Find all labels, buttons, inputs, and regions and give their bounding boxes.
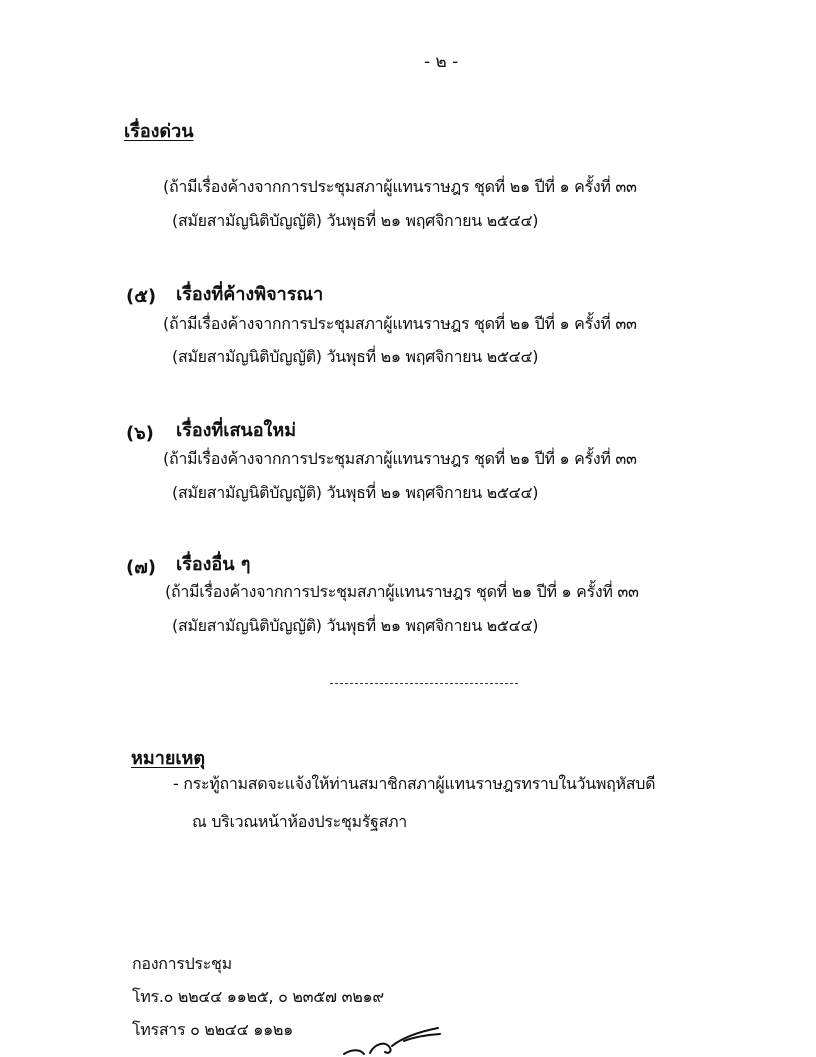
section-6-number: (๖)	[126, 423, 154, 444]
note-line-2: ณ บริเวณหน้าห้องประชุมรัฐสภา	[192, 812, 407, 831]
footer-fax: โทรสาร ๐ ๒๒๔๔ ๑๑๒๑	[132, 1020, 294, 1039]
section-5-heading: เรื่องที่ค้างพิจารณา	[176, 284, 324, 305]
section-5-line-1: (ถ้ามีเรื่องค้างจากการประชุมสภาผู้แทนราษฎร ชุดที่ ๒๑ ปีที่ ๑ ครั้งที่ ๓๓	[163, 314, 637, 333]
section-6-heading: เรื่องที่เสนอใหม่	[176, 420, 297, 441]
signature-mark	[330, 1018, 445, 1057]
section-6-line-1: (ถ้ามีเรื่องค้างจากการประชุมสภาผู้แทนราษฎร ชุดที่ ๒๑ ปีที่ ๑ ครั้งที่ ๓๓	[163, 449, 637, 468]
section-7-number: (๗)	[126, 557, 156, 578]
note-heading: หมายเหตุ	[131, 748, 206, 769]
urgent-line-1: (ถ้ามีเรื่องค้างจากการประชุมสภาผู้แทนราษฎร ชุดที่ ๒๑ ปีที่ ๑ ครั้งที่ ๓๓	[163, 177, 637, 196]
section-7-line-2: (สมัยสามัญนิติบัญญัติ) วันพุธที่ ๒๑ พฤศจิกายน ๒๕๔๔)	[172, 616, 539, 635]
urgent-line-2: (สมัยสามัญนิติบัญญัติ) วันพุธที่ ๒๑ พฤศจิกายน ๒๕๔๔)	[172, 211, 539, 230]
footer-phone: โทร.๐ ๒๒๔๔ ๑๑๒๕, ๐ ๒๓๕๗ ๓๒๑๙	[132, 987, 384, 1006]
section-5-line-2: (สมัยสามัญนิติบัญญัติ) วันพุธที่ ๒๑ พฤศจิกายน ๒๕๔๔)	[172, 347, 539, 366]
note-line-1: - กระทู้ถามสดจะแจ้งให้ท่านสมาชิกสภาผู้แทนราษฎรทราบในวันพฤหัสบดี	[173, 774, 656, 793]
page-number: - ๒ -	[424, 52, 459, 72]
section-5-number: (๕)	[126, 286, 157, 307]
footer-department: กองการประชุม	[132, 954, 232, 973]
section-6-line-2: (สมัยสามัญนิติบัญญัติ) วันพุธที่ ๒๑ พฤศจิกายน ๒๕๔๔)	[172, 483, 539, 502]
section-7-heading: เรื่องอื่น ๆ	[176, 554, 251, 575]
separator-line	[330, 683, 518, 684]
urgent-heading: เรื่องด่วน	[124, 121, 194, 142]
section-7-line-1: (ถ้ามีเรื่องค้างจากการประชุมสภาผู้แทนราษฎร ชุดที่ ๒๑ ปีที่ ๑ ครั้งที่ ๓๓	[165, 582, 639, 601]
